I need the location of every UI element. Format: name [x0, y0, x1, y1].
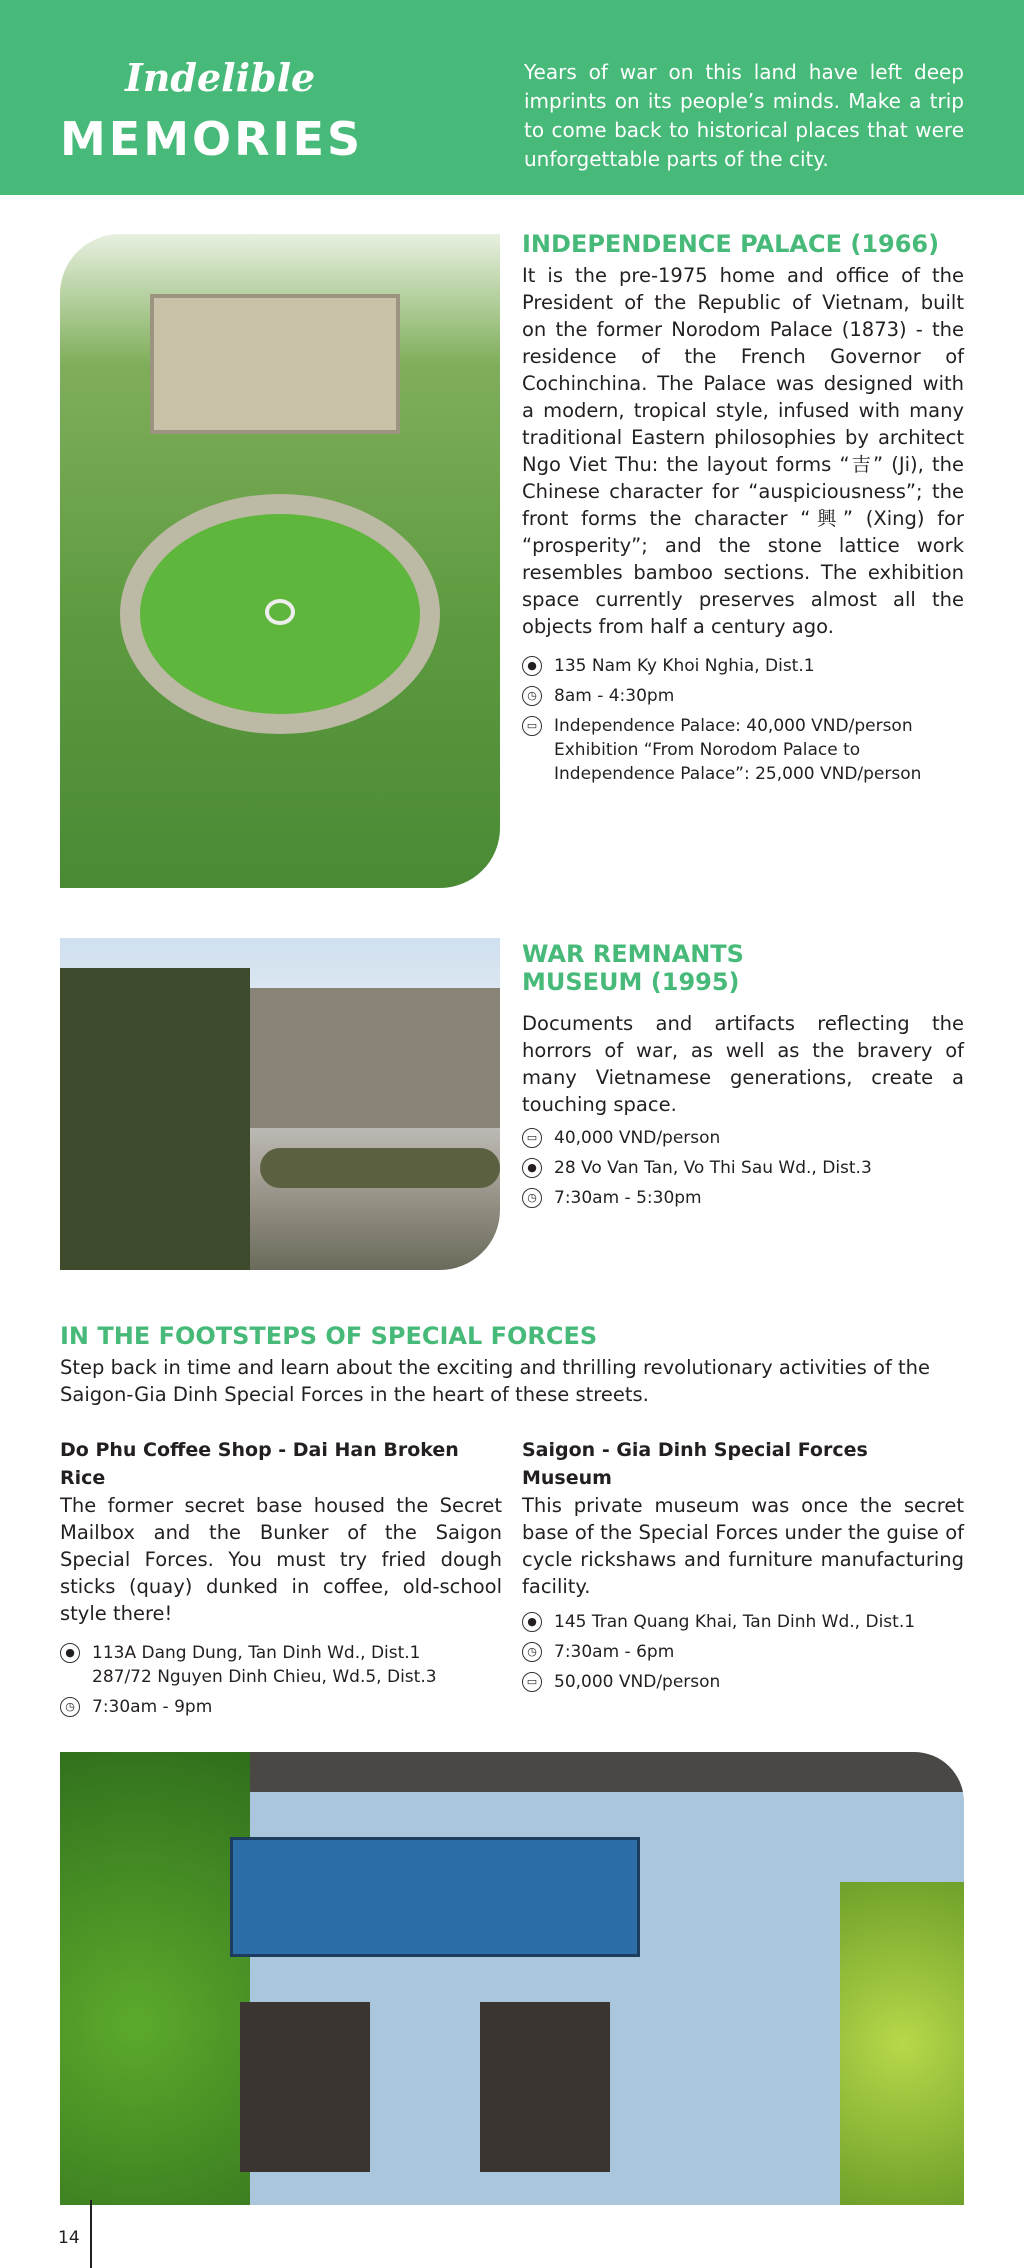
palace-ticket-exhibition: Exhibition “From Norodom Palace to Independence Palace”: 25,000 VND/person	[554, 740, 922, 784]
ticket-icon: ▭	[522, 1128, 542, 1148]
do-phu-shop-photo	[60, 1752, 964, 2205]
clock-icon: ◷	[522, 1188, 542, 1208]
forces-museum-ticket: 50,000 VND/person	[554, 1672, 721, 1692]
coffee-shop-address-2: 287/72 Nguyen Dinh Chieu, Wd.5, Dist.3	[92, 1667, 437, 1687]
museum-address: 28 Vo Van Tan, Vo Thi Sau Wd., Dist.3	[554, 1158, 872, 1178]
location-pin-icon: ●	[522, 1612, 542, 1632]
location-pin-icon: ●	[522, 656, 542, 676]
clock-icon: ◷	[522, 1642, 542, 1662]
palace-address: 135 Nam Ky Khoi Nghia, Dist.1	[554, 656, 815, 676]
war-remnants-museum-photo	[60, 938, 500, 1270]
forces-intro: Step back in time and learn about the exciting and thrilling revolutionary activities of the Saigon-Gia Dinh Special Forces in the heart of these streets.	[60, 1356, 931, 1406]
independence-palace-photo	[60, 234, 500, 888]
museum-description: Documents and artifacts reflecting the horrors of war, as well as the bravery of many Vietnamese generations, create a touching space.	[522, 1012, 964, 1116]
museum-hours: 7:30am - 5:30pm	[554, 1188, 702, 1208]
coffee-shop-address-1: 113A Dang Dung, Tan Dinh Wd., Dist.1	[92, 1643, 421, 1663]
coffee-shop-hours: 7:30am - 9pm	[92, 1697, 213, 1717]
ticket-icon: ▭	[522, 1672, 542, 1692]
location-pin-icon: ●	[60, 1643, 80, 1663]
museum-title: WAR REMNANTS MUSEUM (1995)	[522, 940, 744, 996]
page-divider-line	[90, 2200, 92, 2268]
palace-ticket-main: Independence Palace: 40,000 VND/person	[554, 716, 913, 736]
coffee-shop-description: The former secret base housed the Secret Mailbox and the Bunker of the Saigon Special Forces. You must try fried dough sticks (quay) dunked in coffee, old-school style there!	[60, 1494, 502, 1625]
palace-hours: 8am - 4:30pm	[554, 686, 675, 706]
coffee-shop-title: Do Phu Coffee Shop - Dai Han Broken Rice	[60, 1439, 459, 1489]
location-pin-icon: ●	[522, 1158, 542, 1178]
forces-museum-hours: 7:30am - 6pm	[554, 1642, 675, 1662]
museum-ticket: 40,000 VND/person	[554, 1128, 721, 1148]
palace-title: INDEPENDENCE PALACE (1966)	[522, 230, 940, 258]
intro-text: Years of war on this land have left deep imprints on its people’s minds. Make a trip to come back to historical places that were unforgettable parts of the city.	[524, 60, 964, 171]
title-main: MEMORIES	[60, 112, 364, 166]
forces-museum-address: 145 Tran Quang Khai, Tan Dinh Wd., Dist.1	[554, 1612, 916, 1632]
forces-title: IN THE FOOTSTEPS OF SPECIAL FORCES	[60, 1322, 598, 1350]
header-banner	[0, 0, 1024, 195]
palace-description: It is the pre-1975 home and office of the President of the Republic of Vietnam, built on the former Norodom Palace (1873) - the residence of the French Governor of Cochinchina. The Palace was designed with a modern, tropical style, infused with many traditional Eastern philosophies by architect Ngo Viet Thu: the layout forms “吉” (Ji), the Chinese character for “auspiciousness”; the front forms the character “興” (Xing) for “prosperity”; and the stone lattice work resembles bamboo sections. The exhibition space currently preserves almost all the objects from half a century ago.	[522, 264, 964, 638]
forces-museum-title: Saigon - Gia Dinh Special Forces Museum	[522, 1439, 868, 1489]
clock-icon: ◷	[522, 686, 542, 706]
ticket-icon: ▭	[522, 716, 542, 736]
page-number: 14	[58, 2228, 80, 2248]
clock-icon: ◷	[60, 1697, 80, 1717]
forces-museum-description: This private museum was once the secret base of the Special Forces under the guise of cycle rickshaws and furniture manufacturing facility.	[522, 1494, 964, 1598]
title-script: Indelible	[125, 55, 316, 100]
